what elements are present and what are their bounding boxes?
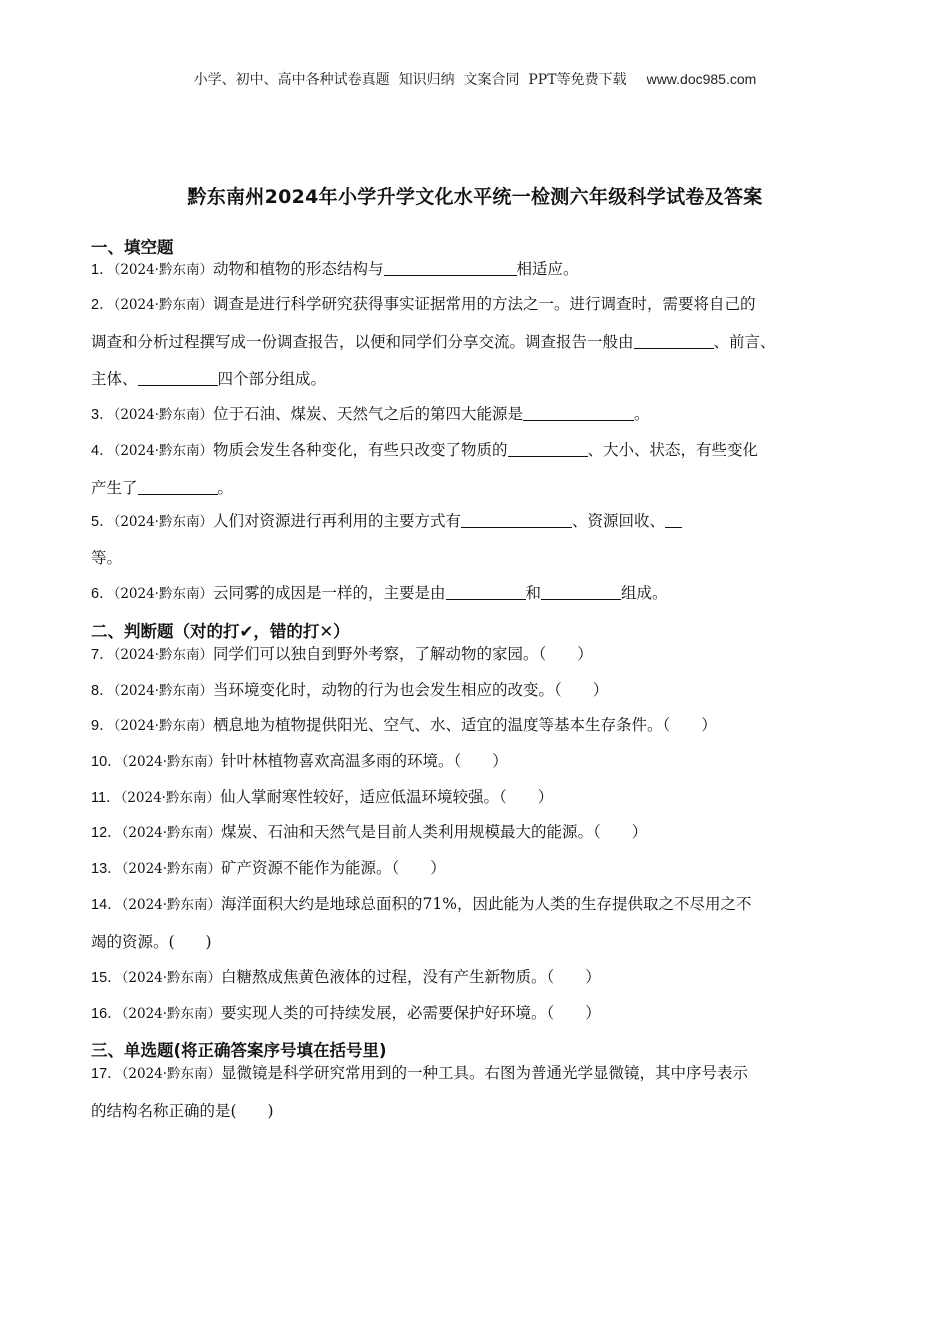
question-source: （2024·黔东南） (113, 407, 213, 423)
question-text: 云同雾的成因是一样的，主要是由 (212, 584, 446, 602)
question-source: （2024·黔东南） (113, 297, 213, 313)
question-number: 10． (91, 754, 122, 770)
question-text: 和 (525, 584, 542, 602)
question-2-line-3 (91, 369, 326, 389)
question-text: 位于石油、煤炭、天然气之后的第四大能源是 (212, 405, 523, 423)
question-number: 2． (91, 297, 114, 313)
question-2-line-2 (91, 332, 776, 352)
question-number: 6． (91, 586, 114, 602)
question-14 (91, 894, 752, 915)
question-number: 15． (91, 970, 122, 986)
question-12 (91, 822, 647, 843)
question-3 (91, 404, 650, 425)
question-number: 14． (91, 897, 122, 913)
question-text: 、大小、状态，有些变化 (587, 441, 759, 459)
question-source: （2024·黔东南） (121, 861, 222, 877)
question-source: （2024·黔东南） (121, 825, 222, 841)
question-text: 。 (217, 479, 234, 497)
question-text: 当环境变化时，动物的行为也会发生相应的改变。（ ） (212, 681, 609, 699)
question-13 (91, 858, 446, 879)
question-17-line-2 (91, 1101, 274, 1121)
document-title: 黔东南州2024年小学升学文化水平统一检测六年级科学试卷及答案 (187, 186, 763, 208)
question-number: 3． (91, 407, 114, 423)
question-text: 同学们可以独自到野外考察，了解动物的家园。（ ） (212, 645, 593, 663)
question-number: 1． (91, 262, 114, 278)
question-number: 13． (91, 861, 122, 877)
section-true-false: 二、判断题（对的打✔，错的打✕） (91, 622, 350, 641)
question-text: 的结构名称正确的是( ) (91, 1102, 274, 1120)
question-number: 12． (91, 825, 122, 841)
question-text: 栖息地为植物提供阳光、空气、水、适宜的温度等基本生存条件。（ ） (212, 716, 717, 734)
question-source: （2024·黔东南） (113, 683, 213, 699)
question-source: （2024·黔东南） (121, 1006, 222, 1022)
question-7 (91, 644, 593, 665)
question-text: 白糖熬成焦黄色液体的过程，没有产生新物质。（ ） (221, 968, 601, 986)
question-2 (91, 294, 756, 315)
answer-blank[interactable] (634, 332, 714, 349)
question-4-line-2 (91, 478, 233, 498)
question-number: 16． (91, 1006, 122, 1022)
question-text: 显微镜是科学研究常用到的一种工具。右图为普通光学显微镜，其中序号表示 (221, 1064, 749, 1082)
question-text: 调查是进行科学研究获得事实证据常用的方法之一。进行调查时，需要将自己的 (212, 295, 756, 313)
question-text: 调查和分析过程撰写成一份调查报告，以便和同学们分享交流。调查报告一般由 (91, 333, 634, 351)
question-text: 相适应。 (516, 260, 579, 278)
header-site: www.doc985.com (646, 71, 757, 87)
question-source: （2024·黔东南） (121, 1066, 222, 1082)
question-number: 5． (91, 514, 114, 530)
answer-blank[interactable] (665, 511, 682, 528)
question-source: （2024·黔东南） (121, 754, 222, 770)
question-text: 矿产资源不能作为能源。（ ） (221, 859, 446, 877)
question-source: （2024·黔东南） (113, 647, 213, 663)
header-text: 小学、初中、高中各种试卷真题 知识归纳 文案合同 PPT等免费下载 (193, 72, 627, 88)
question-17 (91, 1063, 748, 1084)
question-text: 四个部分组成。 (217, 370, 327, 388)
question-text: 产生了 (91, 479, 138, 497)
page-header (0, 69, 950, 89)
answer-blank[interactable] (446, 583, 526, 600)
section-fill-blank: 一、填空题 (91, 238, 174, 257)
question-text: 竭的资源。( ) (91, 933, 212, 951)
question-source: （2024·黔东南） (113, 514, 213, 530)
question-source: （2024·黔东南） (121, 897, 222, 913)
question-number: 4． (91, 443, 114, 459)
question-text: 、前言、 (713, 333, 776, 351)
question-5-line-2 (91, 548, 122, 568)
question-1 (91, 259, 579, 280)
question-number: 8． (91, 683, 114, 699)
question-source: （2024·黔东南） (113, 586, 213, 602)
question-number: 11． (91, 790, 121, 806)
answer-blank[interactable] (384, 259, 517, 276)
question-6 (91, 583, 668, 604)
question-text: 主体、 (91, 370, 138, 388)
question-8 (91, 680, 608, 701)
answer-blank[interactable] (541, 583, 621, 600)
question-text: 物质会发生各种变化，有些只改变了物质的 (212, 441, 508, 459)
question-number: 7． (91, 647, 114, 663)
question-15 (91, 967, 601, 988)
question-text: 煤炭、石油和天然气是目前人类利用规模最大的能源。（ ） (221, 823, 648, 841)
question-text: 、资源回收、 (572, 512, 666, 530)
question-text: 。 (634, 405, 650, 423)
question-text: 海洋面积大约是地球总面积的71%，因此能为人类的生存提供取之不尽用之不 (221, 895, 752, 913)
question-text: 仙人掌耐寒性较好，适应低温环境较强。（ ） (219, 788, 554, 806)
answer-blank[interactable] (508, 440, 588, 457)
question-text: 组成。 (621, 584, 668, 602)
question-11 (91, 787, 553, 808)
question-number: 17． (91, 1066, 122, 1082)
question-text: 等。 (91, 549, 123, 567)
answer-blank[interactable] (461, 511, 572, 528)
question-text: 动物和植物的形态结构与 (212, 260, 384, 278)
question-16 (91, 1003, 601, 1024)
answer-blank[interactable] (138, 478, 218, 495)
answer-blank[interactable] (523, 404, 634, 421)
question-source: （2024·黔东南） (120, 790, 220, 806)
question-number: 9． (91, 718, 114, 734)
question-source: （2024·黔东南） (113, 718, 213, 734)
question-9 (91, 715, 717, 736)
question-source: （2024·黔东南） (113, 262, 213, 278)
question-text: 要实现人类的可持续发展，必需要保护好环境。（ ） (221, 1004, 601, 1022)
answer-blank[interactable] (138, 369, 218, 386)
question-text: 人们对资源进行再利用的主要方式有 (212, 512, 461, 530)
question-4 (91, 440, 758, 461)
question-source: （2024·黔东南） (121, 970, 222, 986)
question-source: （2024·黔东南） (113, 443, 213, 459)
question-14-line-2 (91, 932, 212, 952)
question-text: 针叶林植物喜欢高温多雨的环境。（ ） (221, 752, 508, 770)
question-5 (91, 511, 682, 532)
section-single-choice: 三、单选题(将正确答案序号填在括号里) (91, 1041, 387, 1060)
question-10 (91, 751, 508, 772)
